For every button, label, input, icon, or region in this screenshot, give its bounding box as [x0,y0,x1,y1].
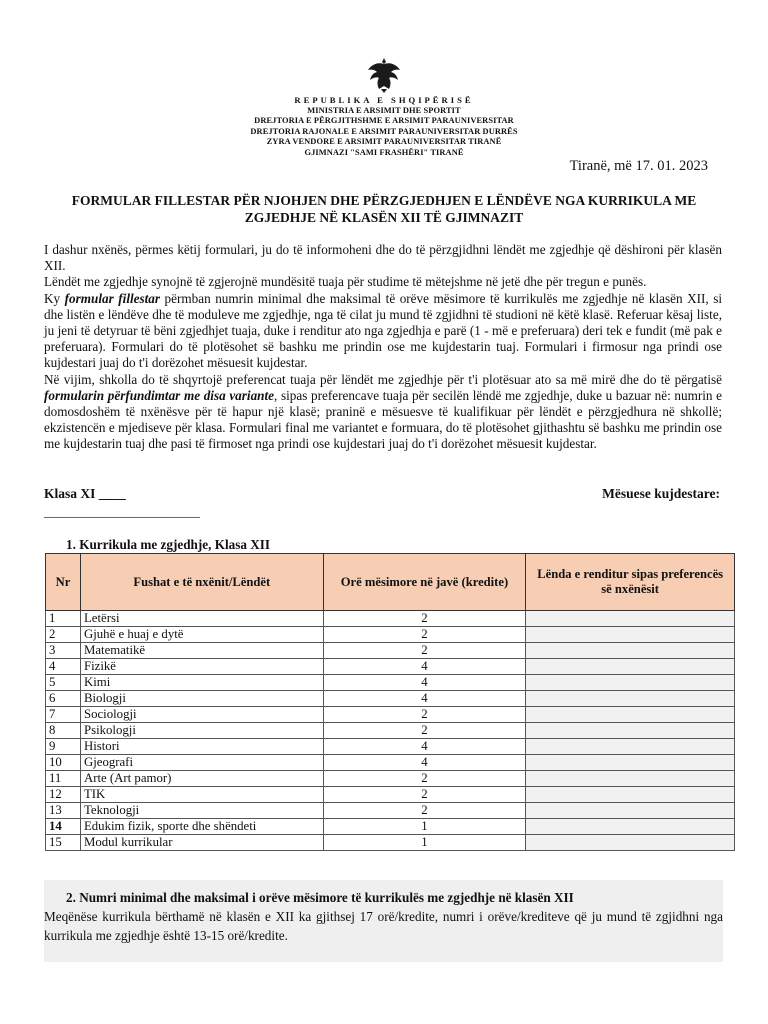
header-subject: Fushat e të nxënit/Lëndët [80,554,323,611]
intro-paragraph-4: Në vijim, shkolla do të shqyrtojë preferencat tuaja për lëndët me zgjedhje për t'i plotësuar ato sa më mirë dhe do të përgatisë formularin përfundimtar me disa variante, sipas preferencave tuaja për secilën lëndë me zgjedhje, duke u bazuar në: numrin e domosdoshëm të nxënësve për të hapur një klasë; praninë e mësuesve të kualifikuar për lëndët e përzgjedhura në shkollë; ekzistencën e mjediseve për klasa. Formulari final me variantet e formuara, do të plotësohet gjithashtu së bashku me prindin ose me kujdestarin tuaj dhe pasi të firmoset nga prindi ose kujdestari juaj do t'i dorëzohet mësuesit kujdestar. [44,371,722,452]
row-subject: Psikologji [80,723,323,739]
row-nr: 11 [46,771,81,787]
ministry-line: MINISTRIA E ARSIMIT DHE SPORTIT [307,105,461,115]
row-preference-input[interactable] [526,707,735,723]
header-preference: Lënda e renditur sipas preferencës së nxënësit [526,554,735,611]
row-hours: 1 [323,819,526,835]
row-nr: 9 [46,739,81,755]
row-nr: 15 [46,835,81,851]
table-row [46,819,735,835]
row-hours: 2 [323,611,526,627]
row-preference-input[interactable] [526,675,735,691]
row-subject: Gjeografi [80,755,323,771]
row-preference-input[interactable] [526,803,735,819]
section-1-title: 1. Kurrikula me zgjedhje, Klasa XII [66,537,271,552]
row-nr: 13 [46,803,81,819]
table-row [46,787,735,803]
row-preference-input[interactable] [526,659,735,675]
regional-directorate-line: DREJTORIA RAJONALE E ARSIMIT PARAUNIVERSITAR DURRËS [250,126,518,136]
row-preference-input[interactable] [526,611,735,627]
local-office-line: ZYRA VENDORE E ARSIMIT PARAUNIVERSITAR TIRANË [266,137,502,147]
row-preference-input[interactable] [526,627,735,643]
section-2-text: Meqënëse kurrikula bërthamë në klasën e XII ka gjithsej 17 orë/kredite, numri i orëve/krediteve që ju mund të zgjidhni nga kurrikula me zgjedhje është 13-15 orë/kredite. [44,909,723,943]
row-nr: 12 [46,787,81,803]
row-preference-input[interactable] [526,723,735,739]
row-preference-input[interactable] [526,835,735,851]
table-row [46,675,735,691]
table-row [46,659,735,675]
row-nr: 2 [46,627,81,643]
row-subject: Fizikë [80,659,323,675]
table-row [46,835,735,851]
row-hours: 1 [323,835,526,851]
double-headed-eagle-icon [366,56,402,94]
row-nr: 14 [46,819,81,835]
row-subject: Arte (Art pamor) [80,771,323,787]
row-subject: TIK [80,787,323,803]
curriculum-table-body [46,611,735,851]
row-hours: 2 [323,707,526,723]
row-subject: Kimi [80,675,323,691]
section-2-title: 2. Numri minimal dhe maksimal i orëve mësimore të kurrikulës me zgjedhje në klasën XII [66,890,574,905]
table-row [46,803,735,819]
intro-text [44,242,722,453]
row-nr: 5 [46,675,81,691]
institution-header [0,95,768,159]
row-hours: 2 [323,627,526,643]
row-subject: Edukim fizik, sporte dhe shëndeti [80,819,323,835]
republic-name: REPUBLIKA E SHQIPËRISË [294,95,474,105]
row-nr: 3 [46,643,81,659]
table-row [46,643,735,659]
row-subject: Histori [80,739,323,755]
row-preference-input[interactable] [526,755,735,771]
row-hours: 2 [323,771,526,787]
homeroom-teacher-label: Mësuese kujdestare: [602,486,720,501]
school-name-line: GJIMNAZI "SAMI FRASHËRI" TIRANË [304,147,464,157]
row-nr: 8 [46,723,81,739]
row-hours: 4 [323,755,526,771]
table-header-row [46,554,735,611]
table-row [46,611,735,627]
row-preference-input[interactable] [526,739,735,755]
row-preference-input[interactable] [526,819,735,835]
document-date: Tiranë, më 17. 01. 2023 [569,158,708,174]
intro-paragraph-2: Lëndët me zgjedhje synojnë të zgjerojnë mundësitë tuaja për studime të mëtejshme në jetë dhe për tregun e punës. [44,274,647,290]
row-preference-input[interactable] [526,787,735,803]
row-hours: 4 [323,739,526,755]
row-hours: 4 [323,691,526,707]
row-subject: Letërsi [80,611,323,627]
row-hours: 2 [323,787,526,803]
teacher-name-blank[interactable]: ________________________ [44,504,200,519]
row-hours: 4 [323,659,526,675]
table-row [46,627,735,643]
header-hours: Orë mësimore në javë (kredite) [323,554,526,611]
row-subject: Gjuhë e huaj e dytë [80,627,323,643]
row-preference-input[interactable] [526,643,735,659]
row-nr: 6 [46,691,81,707]
table-row [46,771,735,787]
row-subject: Matematikë [80,643,323,659]
table-row [46,755,735,771]
row-nr: 10 [46,755,81,771]
header-nr: Nr [46,554,81,611]
table-row [46,739,735,755]
emphasis-formular-fillestar: formular fillestar [64,290,161,306]
row-subject: Modul kurrikular [80,835,323,851]
row-preference-input[interactable] [526,691,735,707]
form-title: FORMULAR FILLESTAR PËR NJOHJEN DHE PËRZGJEDHJEN E LËNDËVE NGA KURRIKULA ME ZGJEDHJE NË KLASËN XII TË GJIMNAZIT [71,193,697,225]
row-subject: Sociologji [80,707,323,723]
table-row [46,691,735,707]
row-nr: 1 [46,611,81,627]
row-preference-input[interactable] [526,771,735,787]
row-hours: 2 [323,643,526,659]
emphasis-formular-final: formularin përfundimtar me disa variante [44,387,275,403]
table-row [46,707,735,723]
directorate-general-line: DREJTORIA E PËRGJITHSHME E ARSIMIT PARAUNIVERSITAR [254,116,514,126]
row-subject: Biologji [80,691,323,707]
class-label[interactable]: Klasa XI ____ [44,486,126,501]
curriculum-table [45,553,735,851]
row-nr: 7 [46,707,81,723]
intro-paragraph-3: Ky formular fillestar përmban numrin minimal dhe maksimal të orëve mësimore të kurrikulës me zgjedhje në klasën XII, si dhe listën e lëndëve dhe të moduleve me zgjedhje, nga të cilat ju mund të zgjidhni të studioni në këtë klasë. Referuar kësaj liste, ju jeni të detyruar të bëni zgjedhjet tuaja, duke i renditur ato nga zgjedhja e parë (1 - më e preferuara) deri tek e fundit (më pak e preferuara). Formulari do të plotësohet së bashku me prindin ose me kujdestarin tuaj. Formulari i firmosur nga prindi ose kujdestari juaj do t'i dorëzohet mësuesit kujdestar. [44,290,722,371]
row-subject: Teknologji [80,803,323,819]
row-hours: 2 [323,723,526,739]
row-nr: 4 [46,659,81,675]
table-row [46,723,735,739]
row-hours: 2 [323,803,526,819]
intro-paragraph-1: I dashur nxënës, përmes këtij formulari, ju do të informoheni dhe do të përzgjidhni lëndët me zgjedhje që dëshironi për klasën XII. [44,242,722,274]
row-hours: 4 [323,675,526,691]
